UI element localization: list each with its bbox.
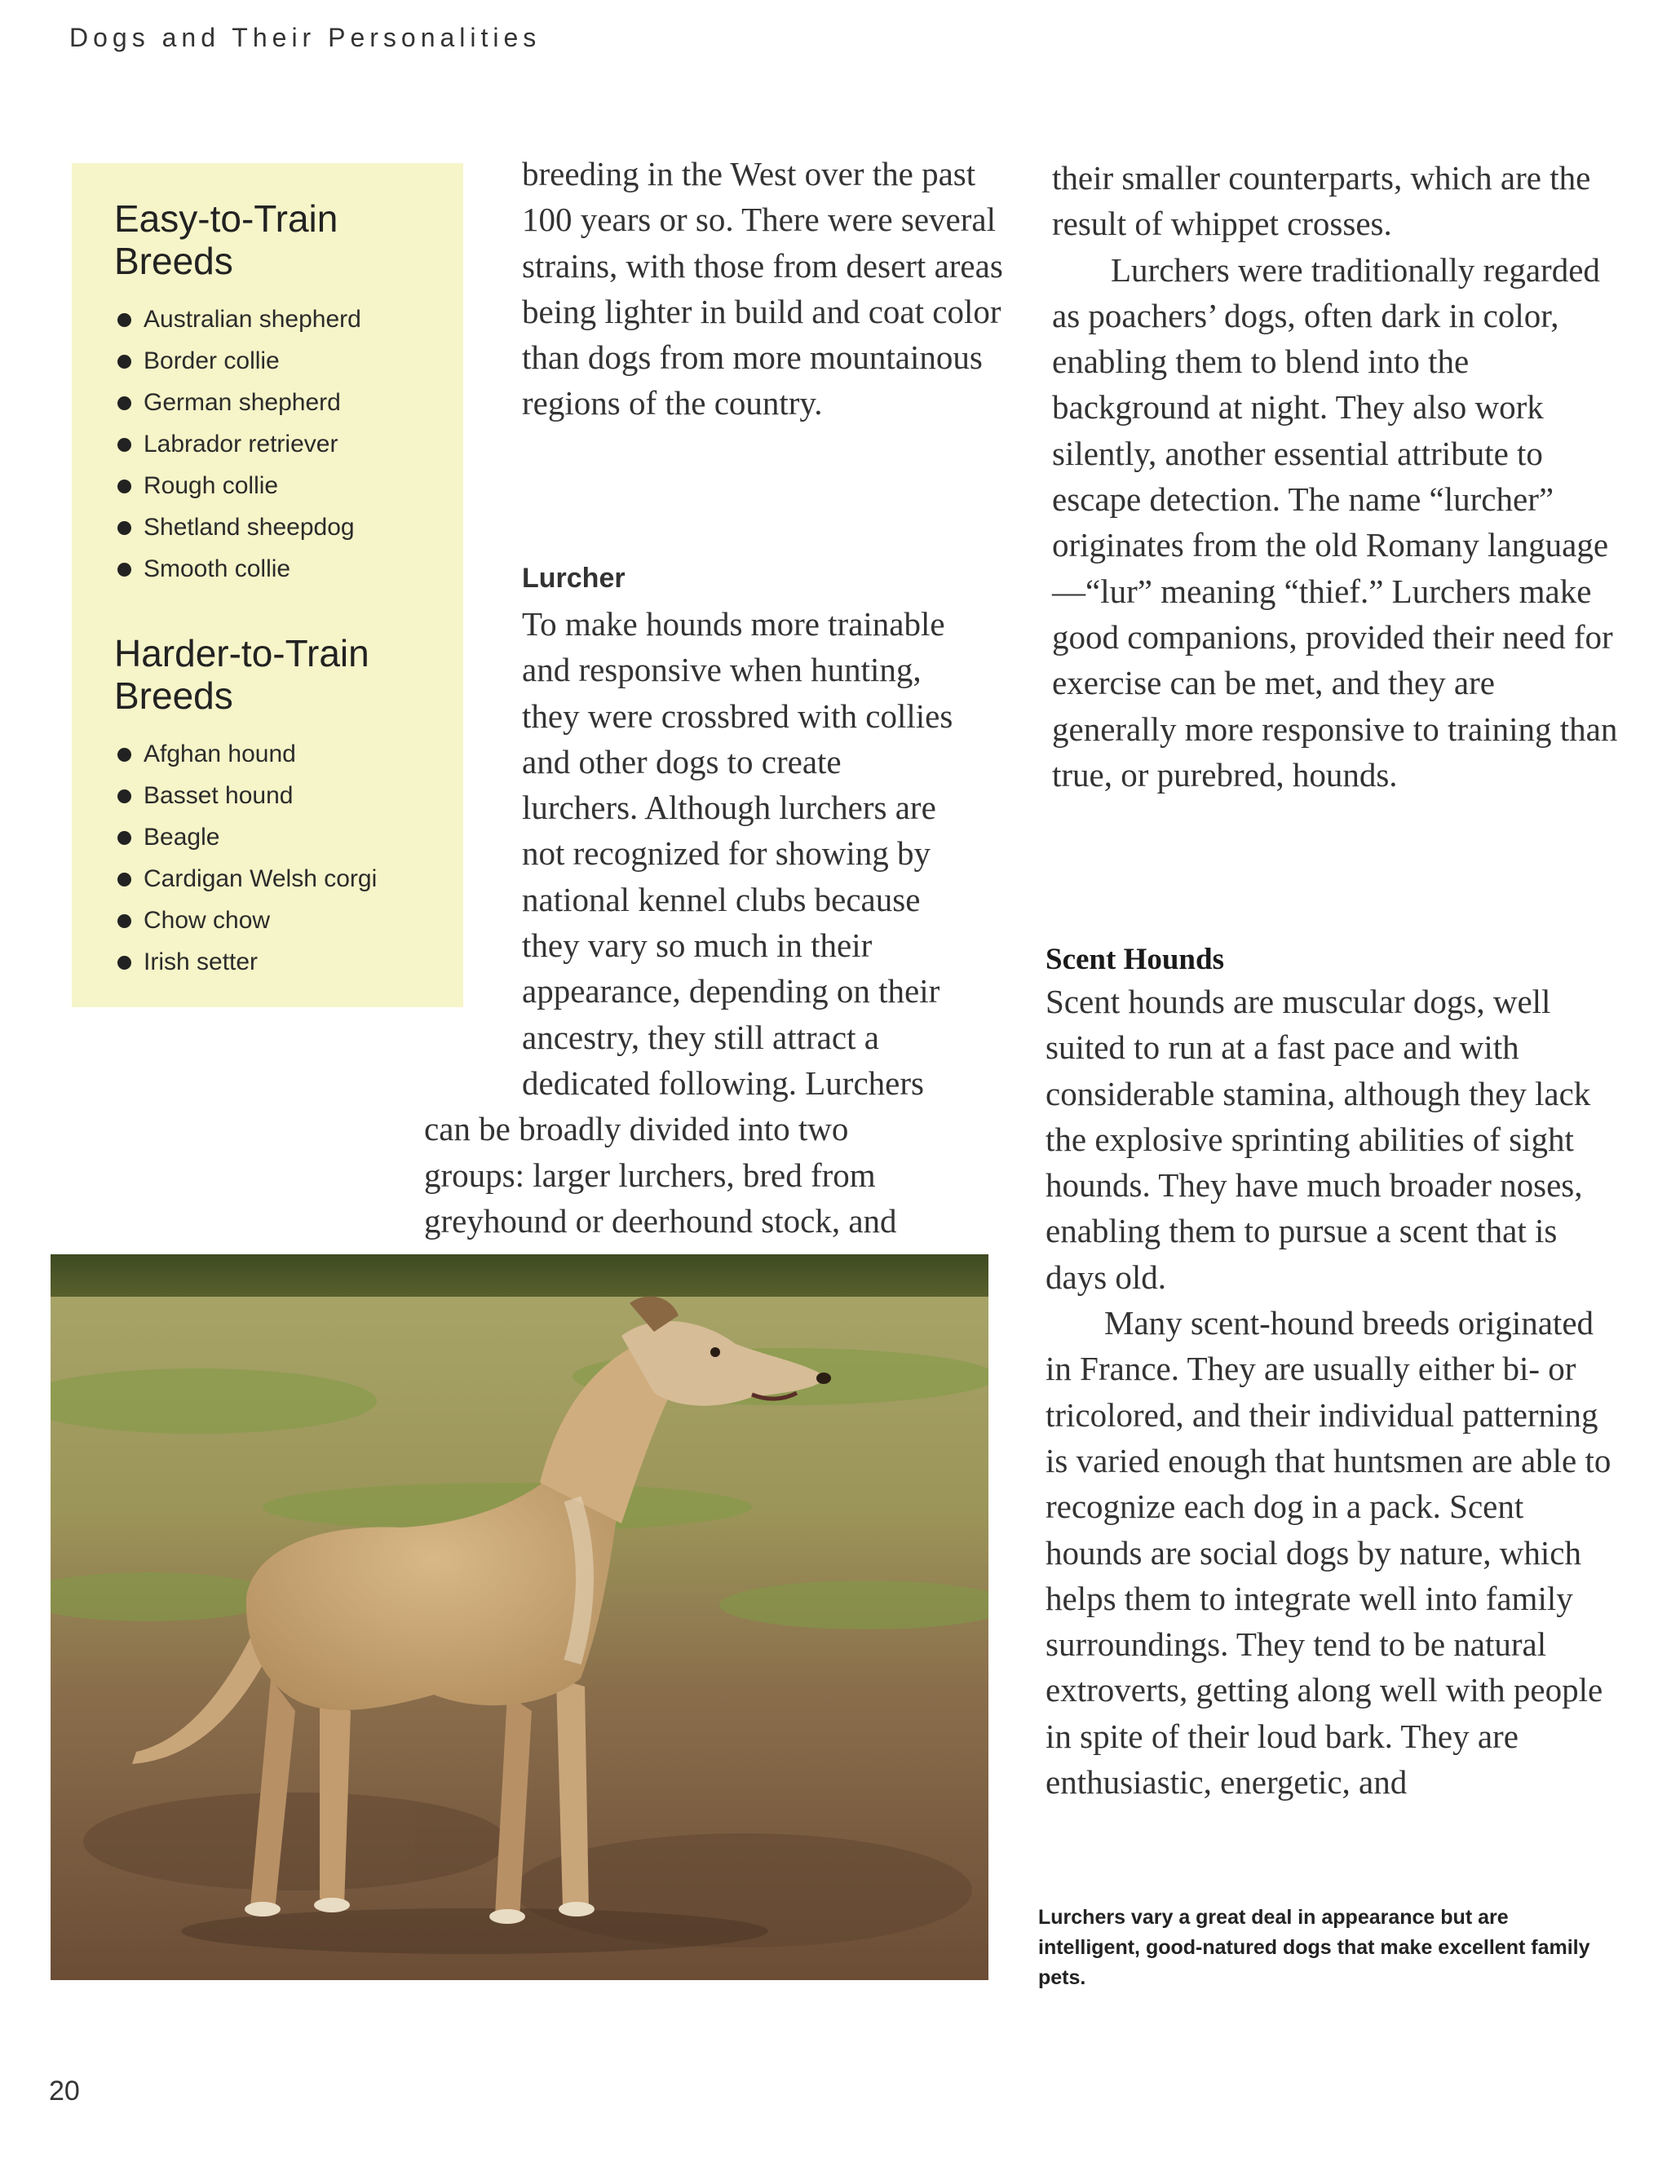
text-line: lurchers. Although lurchers are [522, 789, 936, 827]
easy-breeds-title: Easy-to-Train Breeds [114, 197, 338, 282]
list-item: Beagle [114, 816, 463, 858]
list-item: Shetland sheepdog [114, 506, 463, 548]
hard-breeds-title: Harder-to-Train Breeds [114, 632, 369, 717]
hard-breeds-list [114, 733, 463, 983]
easy-breeds-list [114, 298, 463, 590]
text-line: To make hounds more trainable [522, 605, 945, 643]
text-line: and responsive when hunting, [522, 651, 922, 689]
scent-hounds-section [1046, 942, 1616, 1805]
text-line: dedicated following. Lurchers [522, 1063, 924, 1102]
scent-hounds-heading: Scent Hounds [1046, 943, 1224, 976]
text-line: greyhound or deerhound stock, and [424, 1201, 897, 1240]
text-line: groups: larger lurchers, bred from [424, 1156, 876, 1194]
list-item: Rough collie [114, 465, 463, 506]
lurcher-photo [51, 1254, 988, 1980]
list-item: Afghan hound [114, 733, 463, 775]
lurcher-continued [1052, 155, 1623, 798]
list-item: Irish setter [114, 941, 463, 983]
text-line: and other dogs to create [522, 742, 842, 780]
list-item: Border collie [114, 340, 463, 382]
list-item: Chow chow [114, 900, 463, 941]
page-number: 20 [49, 2076, 80, 2107]
breeding-paragraph: breeding in the West over the past 100 years or so. There were several strains, with those from desert areas being lighter in build and coat color than dogs from more mountainous regions of the country. [522, 155, 1003, 422]
lurcher-paragraph [424, 601, 1011, 1244]
text-line: they were crossbred with collies [522, 696, 953, 735]
training-sidebar [72, 163, 463, 1007]
text-line: ancestry, they still attract a [522, 1018, 879, 1056]
list-item: Labrador retriever [114, 423, 463, 465]
paragraph: Lurchers were traditionally regarded as poachers’ dogs, often dark in color, enabling them to blend into the background at night. They also work silently, another essential attribute to escape detection. The name “lurcher” originates from the old Romany language—“lur” meaning “thief.” Lurchers make good companions, provided their need for exercise can be met, and they are generally more responsive to training than true, or purebred, hounds. [1052, 250, 1618, 794]
paragraph: Scent hounds are muscular dogs, well suited to run at a fast pace and with considerable stamina, although they lack the explosive sprinting abilities of sight hounds. They have much broader noses, enabling them to pursue a scent that is days old. [1046, 983, 1591, 1296]
paragraph: Many scent-hound breeds originated in France. They are usually either bi- or tricolored, and their individual patterning is varied enough that huntsmen are able to recognize each dog in a pack. Scent hounds are social dogs by nature, which helps them to integrate well into family surroundings. They tend to be natural extroverts, getting along well with people in spite of their loud bark. They are enthusiastic, energetic, and [1046, 1304, 1611, 1802]
list-item: Basset hound [114, 775, 463, 816]
list-item: Australian shepherd [114, 298, 463, 340]
lurcher-heading: Lurcher [522, 563, 626, 594]
list-item: German shepherd [114, 382, 463, 423]
list-item: Smooth collie [114, 548, 463, 590]
paragraph: their smaller counterparts, which are the result of whippet crosses. [1052, 159, 1591, 243]
text-line: appearance, depending on their [522, 972, 940, 1010]
list-item: Cardigan Welsh corgi [114, 858, 463, 900]
text-line: not recognized for showing by [522, 834, 931, 873]
photo-caption: Lurchers vary a great deal in appearance but are intelligent, good-natured dogs that make excellent family pets. [1038, 1906, 1590, 1989]
lurcher-section [424, 563, 1011, 1244]
text-line: can be broadly divided into two [424, 1110, 849, 1148]
text-line: national kennel clubs because [522, 880, 921, 918]
text-line: they vary so much in their [522, 926, 873, 965]
running-head: Dogs and Their Personalities [69, 23, 542, 52]
